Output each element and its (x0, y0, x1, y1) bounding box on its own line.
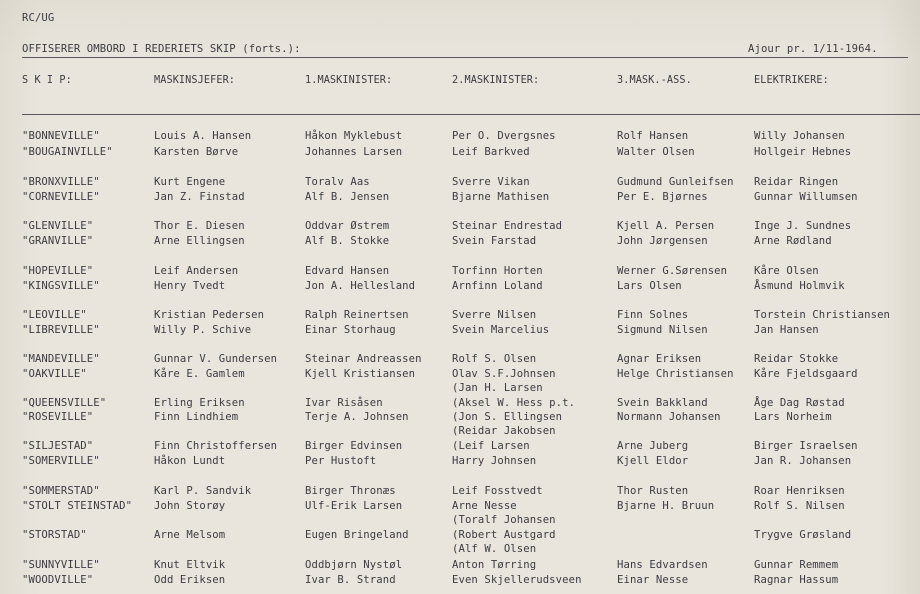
chief-engineer: Finn Christoffersen (154, 440, 278, 452)
ship-name: "WOODVILLE" (22, 574, 94, 586)
ship-name: "SOMERVILLE" (22, 455, 100, 467)
electrician: Torstein Christiansen (754, 309, 891, 321)
chief-engineer: Karsten Børve (154, 146, 239, 158)
ship-name: "STOLT STEINSTAD" (22, 500, 133, 512)
electrician: Kåre Olsen (754, 265, 819, 277)
chief-engineer: Finn Lindhiem (154, 411, 239, 423)
second-engineer: Olav S.F.Johnsen (452, 368, 556, 380)
third-assistant: Rolf Hansen (617, 130, 689, 142)
second-engineer: (Leif Larsen (452, 440, 530, 452)
third-assistant: Kjell A. Persen (617, 220, 715, 232)
first-engineer: Alf B. Stokke (305, 235, 390, 247)
electrician: Åge Dag Røstad (754, 397, 845, 409)
first-engineer: Eugen Bringeland (305, 529, 409, 541)
first-engineer: Ivar B. Strand (305, 574, 396, 586)
second-engineer: Svein Farstad (452, 235, 537, 247)
reference-code: RC/UG (22, 12, 55, 24)
header-electricians: ELEKTRIKERE: (754, 75, 829, 86)
chief-engineer: Henry Tvedt (154, 280, 226, 292)
chief-engineer: Erling Eriksen (154, 397, 245, 409)
third-assistant: Sigmund Nilsen (617, 324, 708, 336)
second-engineer: (Aksel W. Hess p.t. (452, 397, 576, 409)
chief-engineer: Kurt Engene (154, 176, 226, 188)
first-engineer: Toralv Aas (305, 176, 370, 188)
first-engineer: Per Hustoft (305, 455, 377, 467)
third-assistant: Bjarne H. Bruun (617, 500, 715, 512)
electrician: Hollgeir Hebnes (754, 146, 852, 158)
chief-engineer: Willy P. Schive (154, 324, 252, 336)
third-assistant: Per E. Bjørnes (617, 191, 708, 203)
chief-engineer: Thor E. Diesen (154, 220, 245, 232)
first-engineer: Terje A. Johnsen (305, 411, 409, 423)
chief-engineer: Karl P. Sandvik (154, 485, 252, 497)
date-stamp: Ajour pr. 1/11-1964. (748, 43, 878, 55)
chief-engineer: Odd Eriksen (154, 574, 226, 586)
chief-engineer: Håkon Lundt (154, 455, 226, 467)
ship-name: "OAKVILLE" (22, 368, 87, 380)
chief-engineer: Louis A. Hansen (154, 130, 252, 142)
third-assistant: Arne Juberg (617, 440, 689, 452)
electrician: Inge J. Sundnes (754, 220, 852, 232)
ship-name: "QUEENSVILLE" (22, 397, 107, 409)
second-engineer: (Jan H. Larsen (452, 382, 543, 394)
first-engineer: Steinar Andreassen (305, 353, 422, 365)
header-third-assistants: 3.MASK.-ASS. (617, 75, 692, 86)
chief-engineer: Arne Ellingsen (154, 235, 245, 247)
third-assistant: Einar Nesse (617, 574, 689, 586)
first-engineer: Ralph Reinertsen (305, 309, 409, 321)
first-engineer: Oddvar Østrem (305, 220, 390, 232)
first-engineer: Oddbjørn Nystøl (305, 559, 403, 571)
document-title: OFFISERER OMBORD I REDERIETS SKIP (forts.): (22, 43, 301, 55)
first-engineer: Kjell Kristiansen (305, 368, 416, 380)
ship-name: "MANDEVILLE" (22, 353, 100, 365)
second-engineer: Harry Johnsen (452, 455, 537, 467)
second-engineer: (Alf W. Olsen (452, 543, 537, 555)
third-assistant: Helge Christiansen (617, 368, 734, 380)
second-engineer: Leif Fosstvedt (452, 485, 543, 497)
chief-engineer: Gunnar V. Gundersen (154, 353, 278, 365)
first-engineer: Håkon Myklebust (305, 130, 403, 142)
ship-name: "BONNEVILLE" (22, 130, 100, 142)
ship-name: "SOMMERSTAD" (22, 485, 100, 497)
second-engineer: (Reidar Jakobsen (452, 425, 556, 437)
ship-name: "HOPEVILLE" (22, 265, 94, 277)
chief-engineer: Jan Z. Finstad (154, 191, 245, 203)
ship-name: "BOUGAINVILLE" (22, 146, 113, 158)
second-engineer: Rolf S. Olsen (452, 353, 537, 365)
chief-engineer: Kristian Pedersen (154, 309, 265, 321)
title-underline (22, 57, 908, 58)
electrician: Reidar Ringen (754, 176, 839, 188)
third-assistant: Kjell Eldor (617, 455, 689, 467)
first-engineer: Edvard Hansen (305, 265, 390, 277)
third-assistant: Agnar Eriksen (617, 353, 702, 365)
third-assistant: John Jørgensen (617, 235, 708, 247)
ship-name: "LIBREVILLE" (22, 324, 100, 336)
chief-engineer: Leif Andersen (154, 265, 239, 277)
electrician: Jan Hansen (754, 324, 819, 336)
second-engineer: Arne Nesse (452, 500, 517, 512)
ship-name: "SUNNYVILLE" (22, 559, 100, 571)
first-engineer: Birger Edvinsen (305, 440, 403, 452)
header-second-engineers: 2.MASKINISTER: (452, 75, 540, 86)
ship-name: "KINGSVILLE" (22, 280, 100, 292)
electrician: Kåre Fjeldsgaard (754, 368, 858, 380)
ship-name: "ROSEVILLE" (22, 411, 94, 423)
header-rule (22, 114, 920, 115)
first-engineer: Einar Storhaug (305, 324, 396, 336)
second-engineer: Leif Barkved (452, 146, 530, 158)
second-engineer: (Robert Austgard (452, 529, 556, 541)
chief-engineer: Arne Melsom (154, 529, 226, 541)
third-assistant: Gudmund Gunleifsen (617, 176, 734, 188)
first-engineer: Alf B. Jensen (305, 191, 390, 203)
first-engineer: Jon A. Hellesland (305, 280, 416, 292)
first-engineer: Johannes Larsen (305, 146, 403, 158)
electrician: Gunnar Willumsen (754, 191, 858, 203)
second-engineer: Bjarne Mathisen (452, 191, 550, 203)
first-engineer: Ulf-Erik Larsen (305, 500, 403, 512)
first-engineer: Ivar Risåsen (305, 397, 383, 409)
chief-engineer: Knut Eltvik (154, 559, 226, 571)
electrician: Ragnar Hassum (754, 574, 839, 586)
electrician: Willy Johansen (754, 130, 845, 142)
second-engineer: Torfinn Horten (452, 265, 543, 277)
second-engineer: Per O. Dvergsnes (452, 130, 556, 142)
ship-name: "SILJESTAD" (22, 440, 94, 452)
second-engineer: Arnfinn Loland (452, 280, 543, 292)
second-engineer: (Toralf Johansen (452, 514, 556, 526)
second-engineer: Anton Tørring (452, 559, 537, 571)
electrician: Rolf S. Nilsen (754, 500, 845, 512)
third-assistant: Thor Rusten (617, 485, 689, 497)
chief-engineer: Kåre E. Gamlem (154, 368, 245, 380)
electrician: Jan R. Johansen (754, 455, 852, 467)
ship-name: "GLENVILLE" (22, 220, 94, 232)
third-assistant: Walter Olsen (617, 146, 695, 158)
ship-name: "STORSTAD" (22, 529, 87, 541)
third-assistant: Svein Bakkland (617, 397, 708, 409)
electrician: Åsmund Holmvik (754, 280, 845, 292)
header-ship: S K I P: (22, 75, 72, 86)
ship-name: "GRANVILLE" (22, 235, 94, 247)
first-engineer: Birger Thronæs (305, 485, 396, 497)
second-engineer: (Jon S. Ellingsen (452, 411, 563, 423)
third-assistant: Hans Edvardsen (617, 559, 708, 571)
electrician: Roar Henriksen (754, 485, 845, 497)
second-engineer: Sverre Vikan (452, 176, 530, 188)
ship-name: "LEOVILLE" (22, 309, 87, 321)
electrician: Trygve Grøsland (754, 529, 852, 541)
second-engineer: Sverre Nilsen (452, 309, 537, 321)
header-chief-engineers: MASKINSJEFER: (154, 75, 236, 86)
third-assistant: Werner G.Sørensen (617, 265, 728, 277)
third-assistant: Lars Olsen (617, 280, 682, 292)
electrician: Arne Rødland (754, 235, 832, 247)
electrician: Lars Norheim (754, 411, 832, 423)
ship-name: "BRONXVILLE" (22, 176, 100, 188)
second-engineer: Steinar Endrestad (452, 220, 563, 232)
electrician: Reidar Stokke (754, 353, 839, 365)
third-assistant: Normann Johansen (617, 411, 721, 423)
header-first-engineers: 1.MASKINISTER: (305, 75, 393, 86)
electrician: Birger Israelsen (754, 440, 858, 452)
ship-name: "CORNEVILLE" (22, 191, 100, 203)
chief-engineer: John Storøy (154, 500, 226, 512)
second-engineer: Even Skjellerudsveen (452, 574, 582, 586)
second-engineer: Svein Marcelius (452, 324, 550, 336)
electrician: Gunnar Remmem (754, 559, 839, 571)
third-assistant: Finn Solnes (617, 309, 689, 321)
